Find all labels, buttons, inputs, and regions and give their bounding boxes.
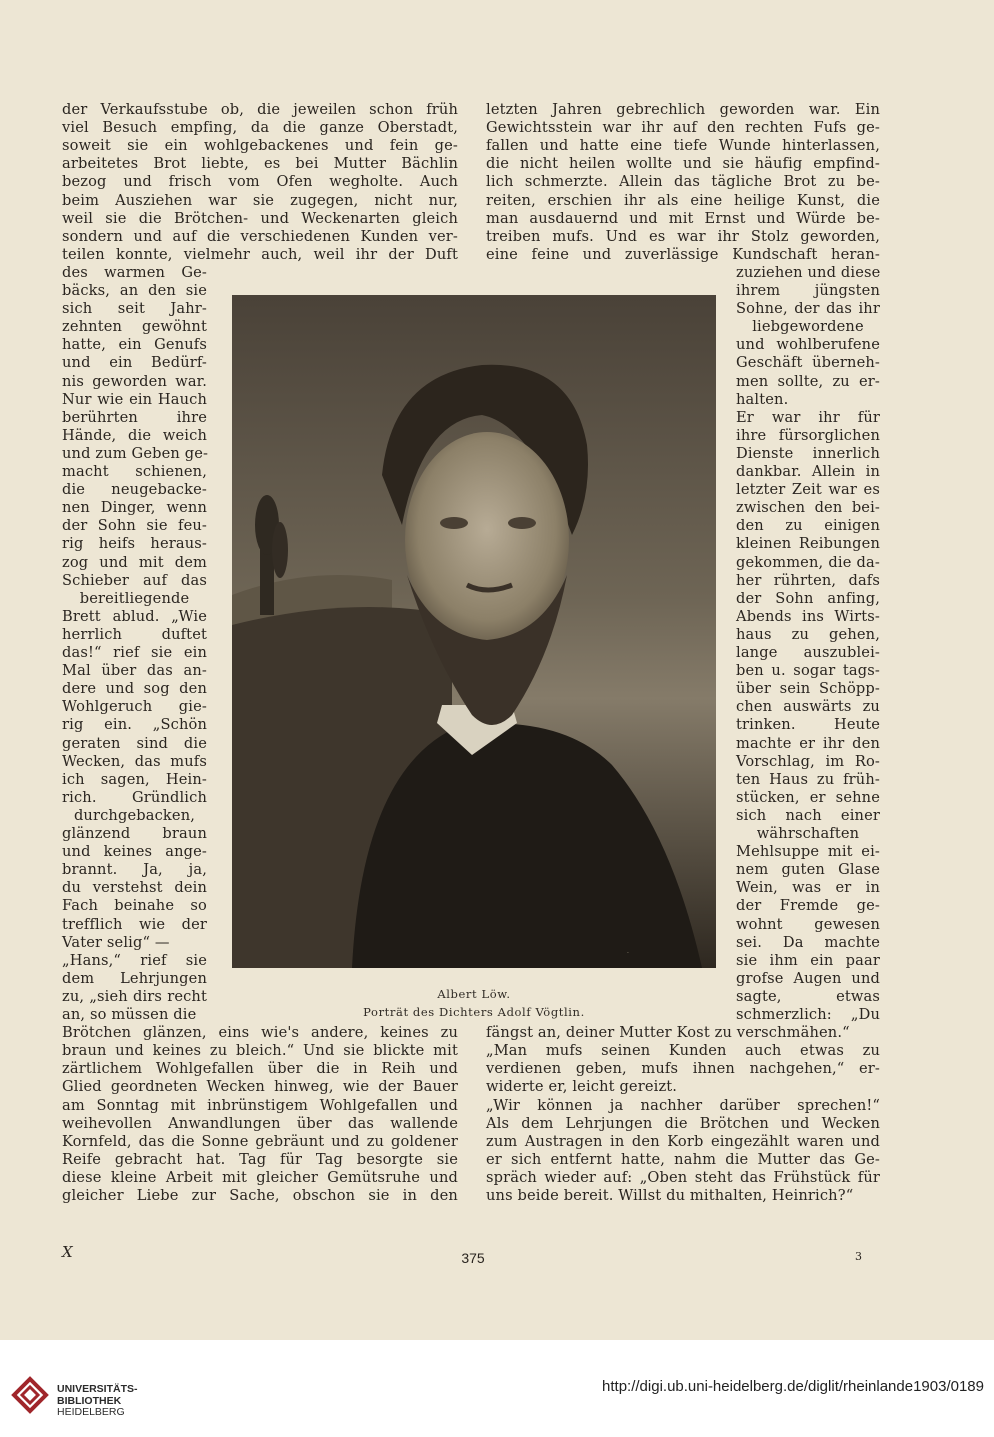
text-line: liebgewordene xyxy=(752,318,864,336)
text-line: zuziehen und diese xyxy=(736,263,881,281)
text-line: treiben mufs. Und es war ihr Stolz geworden, xyxy=(486,227,880,245)
text-line: herrlich duftet xyxy=(62,625,207,643)
text-line: die neugebacke- xyxy=(62,481,207,499)
text-line: und wohlberufene xyxy=(736,336,880,354)
text-line: hatte, ein Genufs xyxy=(62,336,207,354)
text-line: fängst an, deiner Mutter Kost zu verschmähen.“ xyxy=(486,1024,850,1042)
text-line: haus zu gehen, xyxy=(736,625,880,643)
text-line: uns beide bereit. Willst du mithalten, Heinrich?“ xyxy=(486,1187,854,1204)
text-line: dankbar. Allein in xyxy=(736,463,880,480)
text-line: rig ein. „Schön xyxy=(62,716,207,734)
figure-artist: Albert Löw. xyxy=(437,987,511,1001)
text-line: gekommen, die da- xyxy=(736,553,880,571)
text-line: arbeitetes Brot liebte, es bei Mutter Bächlin xyxy=(62,155,458,173)
text-line: „Wir können ja nachher darüber sprechen!“ xyxy=(486,1096,880,1114)
text-line: nis geworden war. xyxy=(62,372,207,390)
text-line: Dienste innerlich xyxy=(736,444,880,462)
text-line: chen auswärts zu xyxy=(736,698,880,716)
text-line: letzten Jahren gebrechlich geworden war. Ein xyxy=(486,101,880,118)
text-line: men sollte, zu er- xyxy=(736,372,880,390)
text-line: ben u. sogar tags- xyxy=(736,662,880,680)
text-line: bäcks, an den sie xyxy=(62,282,207,299)
text-line: Hände, die weich xyxy=(62,426,207,444)
library-logo-icon xyxy=(10,1373,50,1417)
text-line: Mehlsuppe mit ei- xyxy=(736,843,880,861)
text-line: weil sie die Brötchen- und Weckenarten gleich xyxy=(62,209,458,227)
text-line: bereitliegende xyxy=(79,589,190,607)
text-line: sei. Da machte xyxy=(736,933,880,951)
text-line: fallen und hatte eine tiefe Wunde hinterlassen, xyxy=(486,137,880,155)
text-line: sagte, etwas xyxy=(736,987,880,1005)
text-line: dem Lehrjungen xyxy=(62,969,207,987)
text-line: Reife gebracht hat. Tag für Tag besorgte sie xyxy=(62,1150,458,1168)
text-line: den zu einigen xyxy=(736,517,880,535)
source-url-link[interactable]: http://digi.ub.uni-heidelberg.de/diglit/rheinlande1903/0189 xyxy=(602,1378,984,1395)
text-line: weihevollen Anwandlungen über das wallende xyxy=(62,1114,458,1132)
text-line: Nur wie ein Hauch xyxy=(62,390,207,408)
text-line: Mal über das an- xyxy=(62,662,207,680)
library-name-line1: UNIVERSITÄTS- xyxy=(57,1383,138,1395)
text-line: und keines ange- xyxy=(62,843,207,861)
text-line: brannt. Ja, ja, xyxy=(62,861,207,879)
text-line: „Hans,“ rief sie xyxy=(62,951,207,969)
text-line: er sich entfernt hatte, nahm die Mutter das Ge- xyxy=(486,1150,880,1168)
text-line: spräch wieder auf: „Oben steht das Frühstück für xyxy=(486,1168,880,1186)
text-line: durchgebacken, xyxy=(73,806,196,824)
text-line: nen Dinger, wenn xyxy=(62,499,207,517)
portrait-illustration xyxy=(232,295,716,968)
text-line: widerte er, leicht gereizt. xyxy=(486,1078,678,1096)
text-line: zärtlichem Wohlgefallen über die in Reih und xyxy=(62,1060,458,1078)
text-line: Fach beinahe so xyxy=(62,897,207,915)
text-line: ich sagen, Hein- xyxy=(62,770,207,788)
text-line: reiten, erschien ihr als eine heilige Kunst, die xyxy=(486,191,880,209)
text-line: Abends ins Wirts- xyxy=(736,607,880,625)
text-line: ten Haus zu früh- xyxy=(736,770,880,788)
text-line: Er war ihr für xyxy=(736,408,880,426)
text-line: der Verkaufsstube ob, die jeweilen schon früh xyxy=(62,101,458,118)
text-line: sie ihm ein paar xyxy=(736,951,880,969)
text-line: Glied geordneten Wecken hinweg, wie der Bauer xyxy=(62,1078,458,1096)
text-line: kleinen Reibungen xyxy=(736,535,880,553)
text-line: grofse Augen und xyxy=(736,969,880,987)
text-line: der Sohn anfing, xyxy=(736,589,880,607)
text-line: halten. xyxy=(736,390,789,408)
text-line: Sohne, der das ihr xyxy=(736,300,880,318)
text-line: rich. Gründlich xyxy=(62,788,207,806)
text-line: stücken, er sehne xyxy=(736,788,880,806)
text-line: an, so müssen die xyxy=(62,1006,197,1023)
text-line: Brötchen glänzen, eins wie's andere, keines zu xyxy=(62,1024,458,1042)
text-line: trinken. Heute xyxy=(736,716,880,734)
text-line: über sein Schöpp- xyxy=(736,680,880,698)
text-line: rig heifs heraus- xyxy=(62,535,207,553)
text-line: die nicht heilen wollte und sie häufig empfind- xyxy=(486,155,880,173)
library-name-line3: HEIDELBERG xyxy=(57,1406,125,1418)
text-line: der Fremde ge- xyxy=(736,897,880,915)
text-line: du verstehst dein xyxy=(62,879,207,897)
text-line: währschaften xyxy=(756,825,860,842)
text-line: diese kleine Arbeit mit gleicher Gemütsruhe und xyxy=(62,1168,458,1186)
text-line: Als dem Lehrjungen die Brötchen und Wecken xyxy=(486,1114,880,1132)
text-line: lich schmerzte. Allein das tägliche Brot zu be- xyxy=(486,173,880,191)
text-line: dere und sog den xyxy=(62,680,207,698)
text-line: und ein Bedürf- xyxy=(62,354,207,372)
text-line: sich nach einer xyxy=(736,806,880,824)
text-line: Kornfeld, das die Sonne gebräunt und zu goldener xyxy=(62,1132,458,1150)
text-line: des warmen Ge- xyxy=(62,263,207,281)
text-line: verdienen geben, mufs ihnen nachgehen,“ er- xyxy=(486,1060,880,1078)
text-line: man ausdauernd und mit Ernst und Würde be- xyxy=(486,209,880,227)
signature-mark-left: X xyxy=(62,1243,73,1261)
portrait-image xyxy=(232,295,716,968)
text-line: sondern und auf die verschiedenen Kunden ver- xyxy=(62,227,458,245)
text-line: das!“ rief sie ein xyxy=(62,644,207,661)
text-line: wohnt gewesen xyxy=(736,915,880,933)
library-name-line2: BIBLIOTHEK xyxy=(57,1394,122,1407)
text-line: lange auszublei- xyxy=(736,644,880,661)
text-line: machte er ihr den xyxy=(736,734,880,752)
text-line: und zum Geben ge- xyxy=(62,444,209,462)
text-line: ihre fürsorglichen xyxy=(736,426,880,444)
text-line: ihrem jüngsten xyxy=(736,282,880,299)
text-line: zwischen den bei- xyxy=(736,499,880,517)
text-line: Vater selig“ — xyxy=(62,933,170,951)
text-line: viel Besuch empfing, da die ganze Oberstadt, xyxy=(62,119,458,137)
text-line: teilen konnte, vielmehr auch, weil ihr der Duft xyxy=(62,245,458,263)
text-line: Brett ablud. „Wie xyxy=(62,607,207,625)
text-line: zehnten gewöhnt xyxy=(62,318,207,336)
text-line: Geschäft überneh- xyxy=(736,354,880,372)
text-line: „Man mufs seinen Kunden auch etwas zu xyxy=(486,1042,880,1060)
text-line: beim Ausziehen war sie zugegen, nicht nur, xyxy=(62,191,458,209)
text-line: soweit sie ein wohlgebackenes und fein ge- xyxy=(62,137,458,155)
text-line: zog und mit dem xyxy=(62,553,207,571)
text-line: Gewichtsstein war ihr auf den rechten Fufs ge- xyxy=(486,119,880,137)
text-line: Vorschlag, im Ro- xyxy=(736,752,880,770)
figure-caption: Porträt des Dichters Adolf Vögtlin. xyxy=(363,1005,585,1019)
text-line: eine feine und zuverlässige Kundschaft heran- xyxy=(486,245,880,263)
text-line: zum Austragen in den Korb eingezählt waren und xyxy=(486,1132,880,1150)
text-line: her rührten, dafs xyxy=(736,571,880,589)
text-line: Wecken, das mufs xyxy=(62,752,207,770)
text-line: glänzend braun xyxy=(62,825,207,842)
text-line: geraten sind die xyxy=(62,734,207,752)
text-line: schmerzlich: „Du xyxy=(736,1006,880,1023)
text-line: nem guten Glase xyxy=(736,861,880,879)
text-line: Wein, was er in xyxy=(736,879,880,897)
text-line: gleicher Liebe zur Sache, obschon sie in den xyxy=(62,1187,458,1204)
page-number: 375 xyxy=(461,1250,485,1266)
text-line: Wohlgeruch gie- xyxy=(62,698,207,716)
text-line: bezog und frisch vom Ofen wegholte. Auch xyxy=(62,173,458,191)
text-line: der Sohn sie feu- xyxy=(62,517,207,535)
text-line: zu, „sieh dirs recht xyxy=(62,987,207,1005)
text-line: macht schienen, xyxy=(62,463,207,480)
signature-mark-right: 3 xyxy=(855,1250,862,1263)
text-line: am Sonntag mit inbrünstigem Wohlgefallen und xyxy=(62,1096,458,1114)
svg-text:·: · xyxy=(627,950,629,957)
text-line: berührten ihre xyxy=(62,408,207,426)
text-line: braun und keines zu bleich.“ Und sie blickte mit xyxy=(62,1042,458,1060)
text-line: sich seit Jahr- xyxy=(62,300,207,318)
library-name xyxy=(57,1384,138,1419)
text-line: letzter Zeit war es xyxy=(736,481,880,499)
text-line: trefflich wie der xyxy=(62,915,207,933)
text-line: Schieber auf das xyxy=(62,571,207,589)
